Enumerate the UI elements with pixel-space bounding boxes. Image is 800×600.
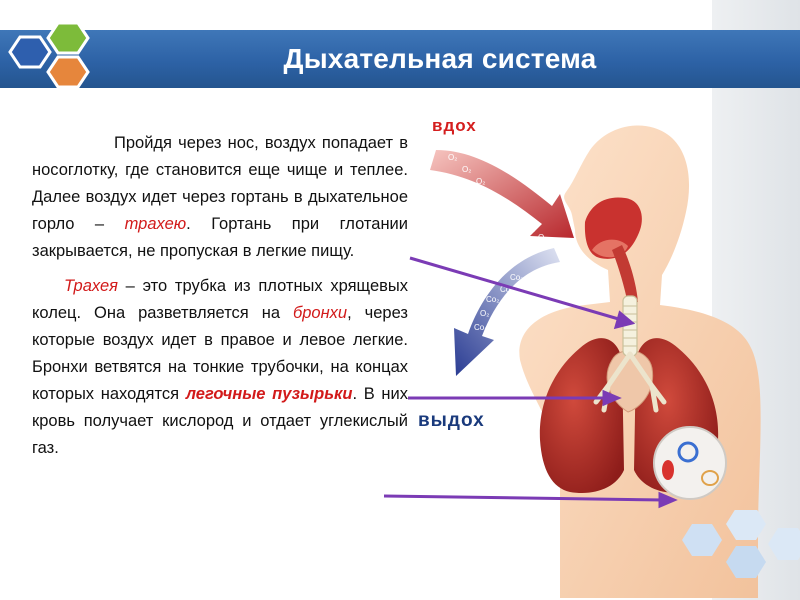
paragraph-1-text: Пройдя через нос, воздух попадает в носоглотку, где становится еще чище и теплее. Далее воздух идет через гортань в дыхательное горло –	[32, 134, 408, 233]
gas-label: Co₂	[510, 273, 524, 282]
page-title: Дыхательная система	[283, 43, 597, 74]
hexagon-pattern-decoration	[670, 510, 800, 600]
paragraph-2-text-end: . В них кровь получает кислород и отдает углекислый газ.	[32, 385, 409, 457]
paragraph-2-text: – это трубка из плотных хрящевых колец. Она разветвляется на	[32, 277, 408, 322]
description-text	[32, 130, 408, 470]
gas-label: O₂	[512, 215, 522, 224]
gas-label: O₂	[462, 165, 472, 174]
gas-label: Co₂	[474, 323, 488, 332]
gas-label: O₂	[526, 224, 536, 233]
inhale-arrow-icon	[430, 150, 574, 238]
gas-label: Co₂	[486, 295, 500, 304]
inhale-label: вдох	[432, 116, 477, 135]
paragraph-2	[32, 273, 408, 462]
exhale-label: выдох	[418, 410, 485, 431]
gas-label: O₂	[448, 153, 458, 162]
gas-label: O₂	[476, 177, 486, 186]
gas-label: O₂	[496, 206, 506, 215]
gas-label: Co₂	[500, 285, 514, 294]
gas-label: Co₂	[482, 198, 496, 207]
term-bronchi: бронхи	[292, 304, 348, 322]
gas-label: O₂	[480, 309, 490, 318]
term-trachea-heading: Трахея	[64, 277, 118, 295]
term-trachea: трахею	[124, 215, 187, 233]
paragraph-1-text-end: . Гортань при глотании закрывается, не пропуская в легкие пищу.	[32, 215, 408, 260]
gas-label: O₂	[538, 233, 548, 242]
term-alveoli: легочные пузырьки	[185, 385, 353, 403]
alveolus-red-icon	[662, 460, 674, 480]
paragraph-1	[32, 130, 408, 265]
paragraph-2-text-mid: , через которые воздух идет в правое и левое легкие. Бронхи ветвятся на тонкие трубочки, на концах которых находятся	[32, 304, 408, 403]
